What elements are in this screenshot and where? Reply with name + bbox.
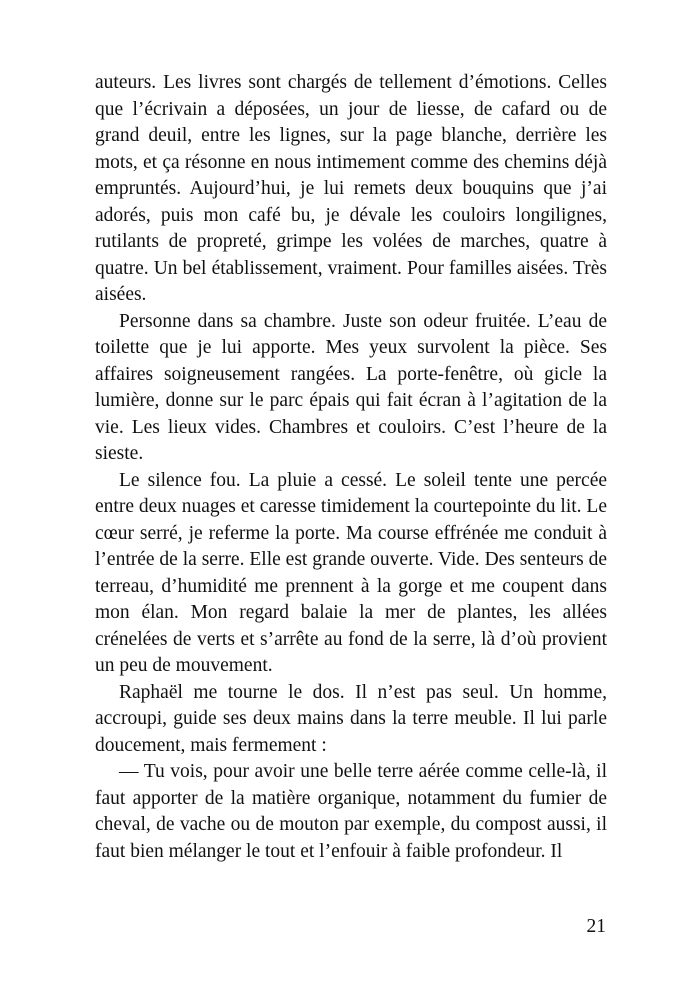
paragraph-4: Raphaël me tourne le dos. Il n’est pas seul. Un homme, accroupi, guide ses deux mains dans la terre meuble. Il lui parle doucement, mais fermement : xyxy=(95,681,607,756)
paragraph-5: — Tu vois, pour avoir une belle terre aérée comme celle-là, il faut apporter de la matière organique, notamment du fumier de cheval, de vache ou de mouton par exemple, du compost aussi, il faut bien mélanger le tout et l’enfouir à faible profondeur. Il xyxy=(95,761,607,862)
page-number: 21 xyxy=(586,916,606,937)
paragraph-2: Personne dans sa chambre. Juste son odeur fruitée. L’eau de toilette que je lui apporte. Mes yeux survolent la pièce. Ses affaires soigneusement rangées. La porte-fenêtre, où gicle la lumière, donne sur le parc épais qui fait écran à l’agitation de la vie. Les lieux vides. Chambres et couloirs. C’est l’heure de la sieste. xyxy=(95,310,607,464)
paragraph-3: Le silence fou. La pluie a cessé. Le soleil tente une percée entre deux nuages et caresse timidement la courtepointe du lit. Le cœur serré, je referme la porte. Ma course effrénée me conduit à l’entrée de la serre. Elle est grande ouverte. Vide. Des senteurs de terreau, d’humidité me prennent à la gorge et me coupent dans mon élan. Mon regard balaie la mer de plantes, les allées crénelées de verts et s’arrête au fond de la serre, là d’où provient un peu de mouvement. xyxy=(95,469,607,676)
body-text xyxy=(95,70,607,865)
paragraph-1: auteurs. Les livres sont chargés de tellement d’émotions. Celles que l’écrivain a déposées, un jour de liesse, de cafard ou de grand deuil, entre les lignes, sur la page blanche, derrière les mots, et ça résonne en nous intimement comme des chemins déjà empruntés. Aujourd’hui, je lui remets deux bouquins que j’ai adorés, puis mon café bu, je dévale les couloirs longilignes, rutilants de propreté, grimpe les volées de marches, quatre à quatre. Un bel établissement, vraiment. Pour familles aisées. Très aisées. xyxy=(95,72,607,305)
